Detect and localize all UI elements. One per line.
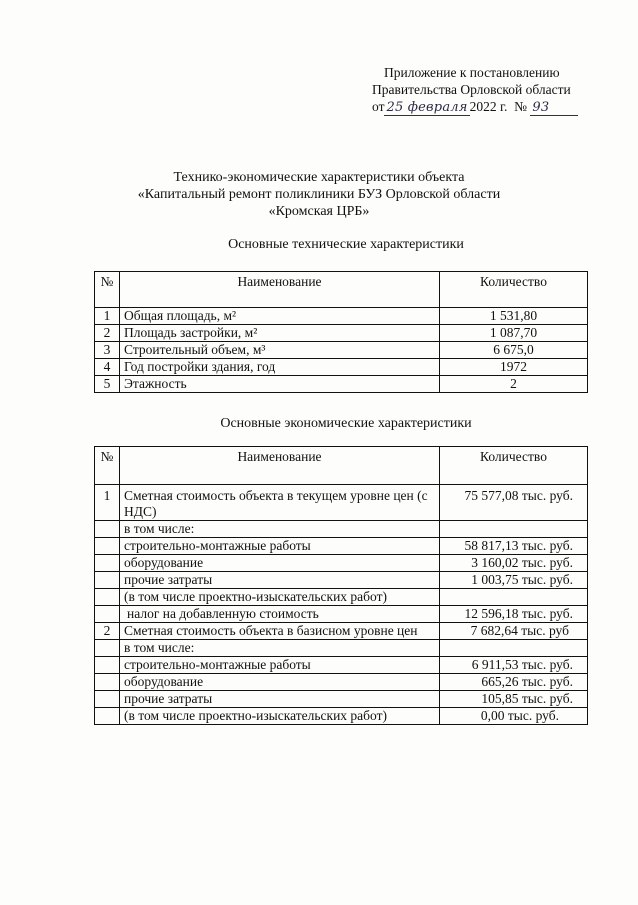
row-number [95,640,120,657]
order-from-prefix: от [372,99,385,114]
row-quantity [440,640,588,657]
heading-line-2: «Капитальный ремонт поликлиники БУЗ Орловской области [137,187,501,202]
row-name: в том числе: [120,640,440,657]
row-quantity: 58 817,13 тыс. руб. [440,538,588,555]
row-number: 2 [95,623,120,640]
row-name: Площадь застройки, м² [120,325,440,342]
row-name: оборудование [120,555,440,572]
econ-table-header [95,447,588,485]
row-name: прочие затраты [120,691,440,708]
row-number [95,555,120,572]
row-number [95,521,120,538]
row-quantity: 1 087,70 [440,325,588,342]
row-quantity: 7 682,64 тыс. руб [440,623,588,640]
row-number [95,538,120,555]
row-number: 5 [95,376,120,393]
row-quantity: 105,85 тыс. руб. [440,691,588,708]
table-row [95,589,588,606]
row-quantity: 665,26 тыс. руб. [440,674,588,691]
row-quantity [440,521,588,538]
row-number [95,691,120,708]
row-name: Общая площадь, м² [120,308,440,325]
table-row [95,485,588,521]
heading-line-3: «Кромская ЦРБ» [268,204,370,219]
row-name: строительно-монтажные работы [120,657,440,674]
row-number: 1 [95,485,120,521]
row-quantity: 1 003,75 тыс. руб. [440,572,588,589]
row-quantity: 75 577,08 тыс. руб. [440,485,588,521]
row-quantity: 1972 [440,359,588,376]
row-name: Год постройки здания, год [120,359,440,376]
table-row [95,640,588,657]
row-quantity: 2 [440,376,588,393]
tech-table-header [95,272,588,308]
appendix-block [372,64,622,116]
row-number: 1 [95,308,120,325]
column-header-name: Наименование [120,447,440,485]
row-number: 2 [95,325,120,342]
order-year: 2022 г. [469,99,508,114]
row-number [95,674,120,691]
row-quantity: 6 911,53 тыс. руб. [440,657,588,674]
row-quantity: 0,00 тыс. руб. [440,708,588,725]
table-row [95,657,588,674]
heading-line-1: Технико-экономические характеристики объекта [173,170,465,185]
row-quantity: 1 531,80 [440,308,588,325]
row-quantity: 12 596,18 тыс. руб. [440,606,588,623]
order-date-line [372,98,622,116]
row-number [95,572,120,589]
tech-table [94,271,588,393]
row-number [95,708,120,725]
document-heading [0,169,638,220]
table-row [95,538,588,555]
table-row [95,521,588,538]
column-header-number: № [95,272,120,308]
table-row [95,342,588,359]
row-quantity: 3 160,02 тыс. руб. [440,555,588,572]
row-name: оборудование [120,674,440,691]
order-number-label: № [514,99,527,114]
row-quantity: 6 675,0 [440,342,588,359]
handwritten-date: 25 февраля [386,100,468,115]
row-name: Сметная стоимость объекта в базисном уровне цен [120,623,440,640]
table-row [95,708,588,725]
row-number [95,589,120,606]
row-name: в том числе: [120,521,440,538]
row-quantity [440,589,588,606]
row-number: 3 [95,342,120,359]
table-row [95,691,588,708]
table-row [95,606,588,623]
table-row [95,308,588,325]
table-row [95,623,588,640]
column-header-name: Наименование [120,272,440,308]
row-number [95,606,120,623]
row-name: Этажность [120,376,440,393]
row-name: прочие затраты [120,572,440,589]
table-row [95,674,588,691]
econ-table [94,446,588,725]
table-row [95,376,588,393]
column-header-number: № [95,447,120,485]
column-header-quantity: Количество [440,447,588,485]
row-name: (в том числе проектно-изыскательских работ) [120,589,440,606]
row-number: 4 [95,359,120,376]
row-name: (в том числе проектно-изыскательских работ) [120,708,440,725]
row-name: Строительный объем, м³ [120,342,440,359]
table-row [95,325,588,342]
econ-section-title: Основные экономические характеристики [220,416,472,431]
column-header-quantity: Количество [440,272,588,308]
table-row [95,572,588,589]
table-row [95,555,588,572]
appendix-line-1: Приложение к постановлению [384,65,560,80]
appendix-line-2: Правительства Орловской области [372,82,571,97]
handwritten-number: 93 [530,101,578,116]
tech-section-title: Основные технические характеристики [228,237,464,252]
row-name: строительно-монтажные работы [120,538,440,555]
row-number [95,657,120,674]
row-name: налог на добавленную стоимость [120,606,440,623]
table-row [95,359,588,376]
row-name: Сметная стоимость объекта в текущем уровне цен (с НДС) [120,485,440,521]
